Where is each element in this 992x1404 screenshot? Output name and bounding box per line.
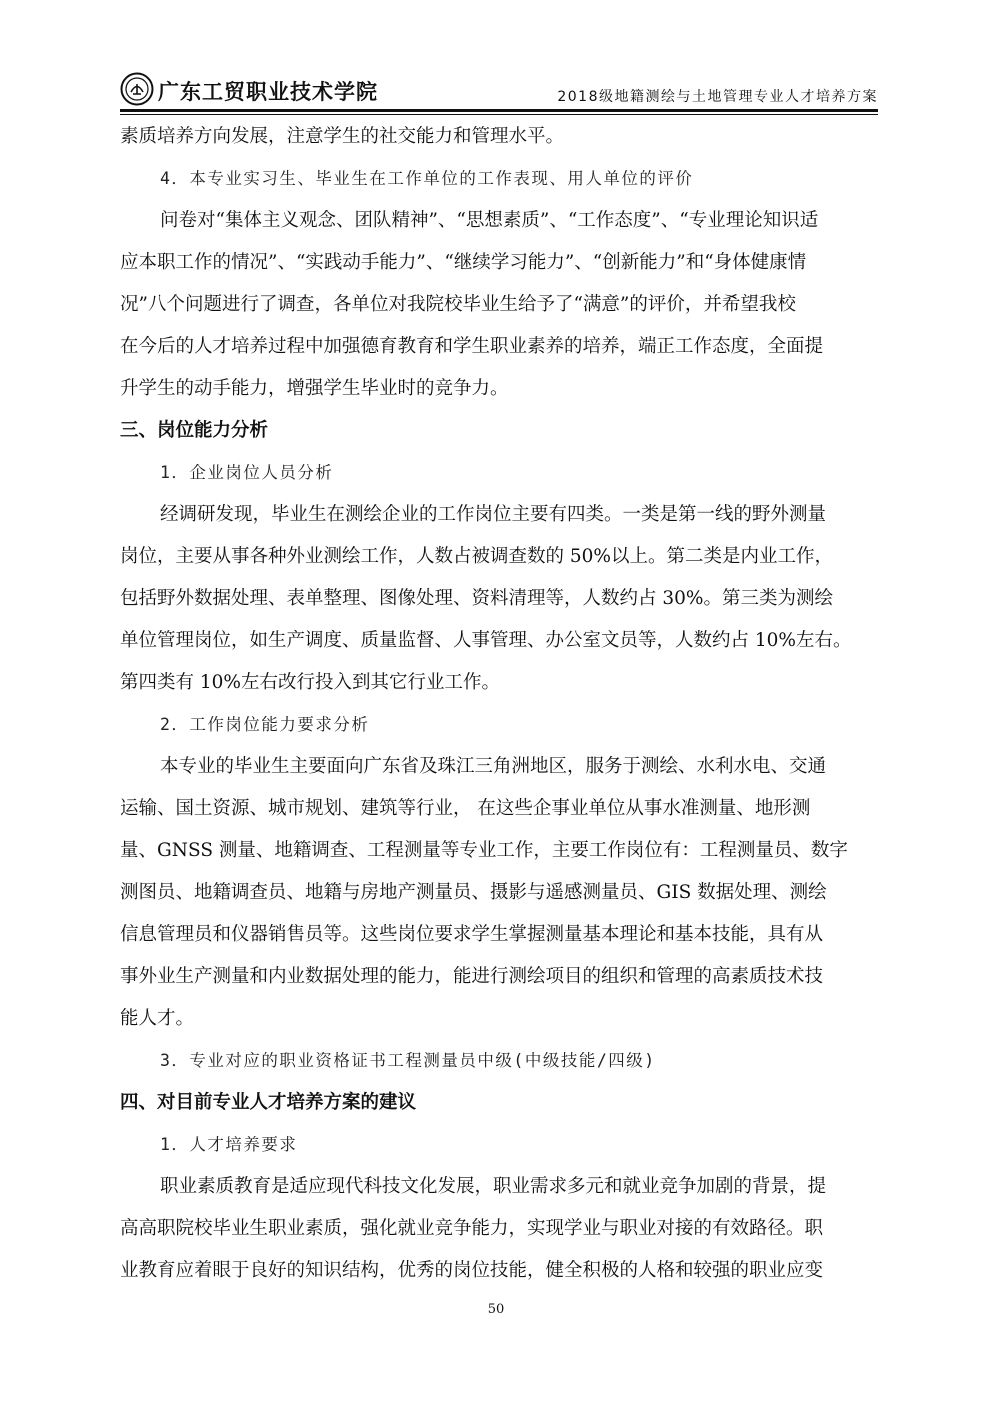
subsection-heading: 1．人才培养要求: [160, 1135, 298, 1154]
body-line: 第四类有 10%左右改行投入到其它行业工作。: [120, 672, 501, 693]
body-line: 单位管理岗位，如生产调度、质量监督、人事管理、办公室文员等，人数约占 10%左右。: [120, 630, 852, 651]
section-heading: 三、岗位能力分析: [120, 420, 269, 441]
school-name: 广东工贸职业技术学院: [158, 79, 378, 104]
body-line: 在今后的人才培养过程中加强德育教育和学生职业素养的培养，端正工作态度，全面提: [120, 336, 824, 357]
paragraph-first-line: 经调研发现，毕业生在测绘企业的工作岗位主要有四类。一类是第一线的野外测量: [160, 504, 827, 525]
body-line: 测图员、地籍调查员、地籍与房地产测量员、摄影与遥感测量员、GIS 数据处理、测绘: [120, 882, 827, 903]
page-header: [120, 70, 878, 108]
body-line: 包括野外数据处理、表单整理、图像处理、资料清理等，人数约占 30%。第三类为测绘: [120, 588, 834, 609]
paragraph-first-line: 职业素质教育是适应现代科技文化发展，职业需求多元和就业竞争加剧的背景，提: [160, 1176, 827, 1197]
school-logo-icon: [120, 72, 154, 106]
body-line: 应本职工作的情况”、“实践动手能力”、“继续学习能力”、“创新能力”和“身体健康情: [120, 252, 807, 273]
paragraph-first-line: 问卷对“集体主义观念、团队精神”、“思想素质”、“工作态度”、“专业理论知识适: [160, 210, 819, 231]
header-rule-thick: [120, 109, 878, 112]
body-line: 运输、国土资源、城市规划、建筑等行业， 在这些企事业单位从事水准测量、地形测: [120, 798, 811, 819]
body-line: 能人才。: [120, 1008, 195, 1029]
body-line: 岗位，主要从事各种外业测绘工作，人数占被调查数的 50%以上。第二类是内业工作，: [120, 546, 834, 567]
program-title: 2018级地籍测绘与土地管理专业人才培养方案: [557, 89, 878, 105]
page-number: 50: [487, 1302, 505, 1317]
document-body: [120, 116, 880, 1292]
body-line: 事外业生产测量和内业数据处理的能力，能进行测绘项目的组织和管理的高素质技术技: [120, 966, 824, 987]
body-line: 量、GNSS 测量、地籍调查、工程测量等专业工作，主要工作岗位有：工程测量员、数字: [120, 840, 848, 861]
paragraph-first-line: 本专业的毕业生主要面向广东省及珠江三角洲地区，服务于测绘、水利水电、交通: [160, 756, 827, 777]
body-line: 信息管理员和仪器销售员等。这些岗位要求学生掌握测量基本理论和基本技能，具有从: [120, 924, 824, 945]
subsection-heading: 4．本专业实习生、毕业生在工作单位的工作表现、用人单位的评价: [160, 169, 694, 188]
subsection-heading: 3．专业对应的职业资格证书工程测量员中级(中级技能/四级): [160, 1051, 656, 1070]
body-line: 高高职院校毕业生职业素质，强化就业竞争能力，实现学业与职业对接的有效路径。职: [120, 1218, 824, 1239]
section-heading: 四、对目前专业人才培养方案的建议: [120, 1092, 417, 1113]
body-line: 业教育应着眼于良好的知识结构，优秀的岗位技能，健全积极的人格和较强的职业应变: [120, 1260, 824, 1281]
body-line: 升学生的动手能力，增强学生毕业时的竞争力。: [120, 378, 509, 399]
header-rule-thin: [120, 114, 878, 115]
subsection-heading: 1．企业岗位人员分析: [160, 463, 334, 482]
body-line: 素质培养方向发展，注意学生的社交能力和管理水平。: [120, 126, 565, 147]
subsection-heading: 2．工作岗位能力要求分析: [160, 715, 370, 734]
body-line: 况”八个问题进行了调查，各单位对我院校毕业生给予了“满意”的评价，并希望我校: [120, 294, 796, 315]
